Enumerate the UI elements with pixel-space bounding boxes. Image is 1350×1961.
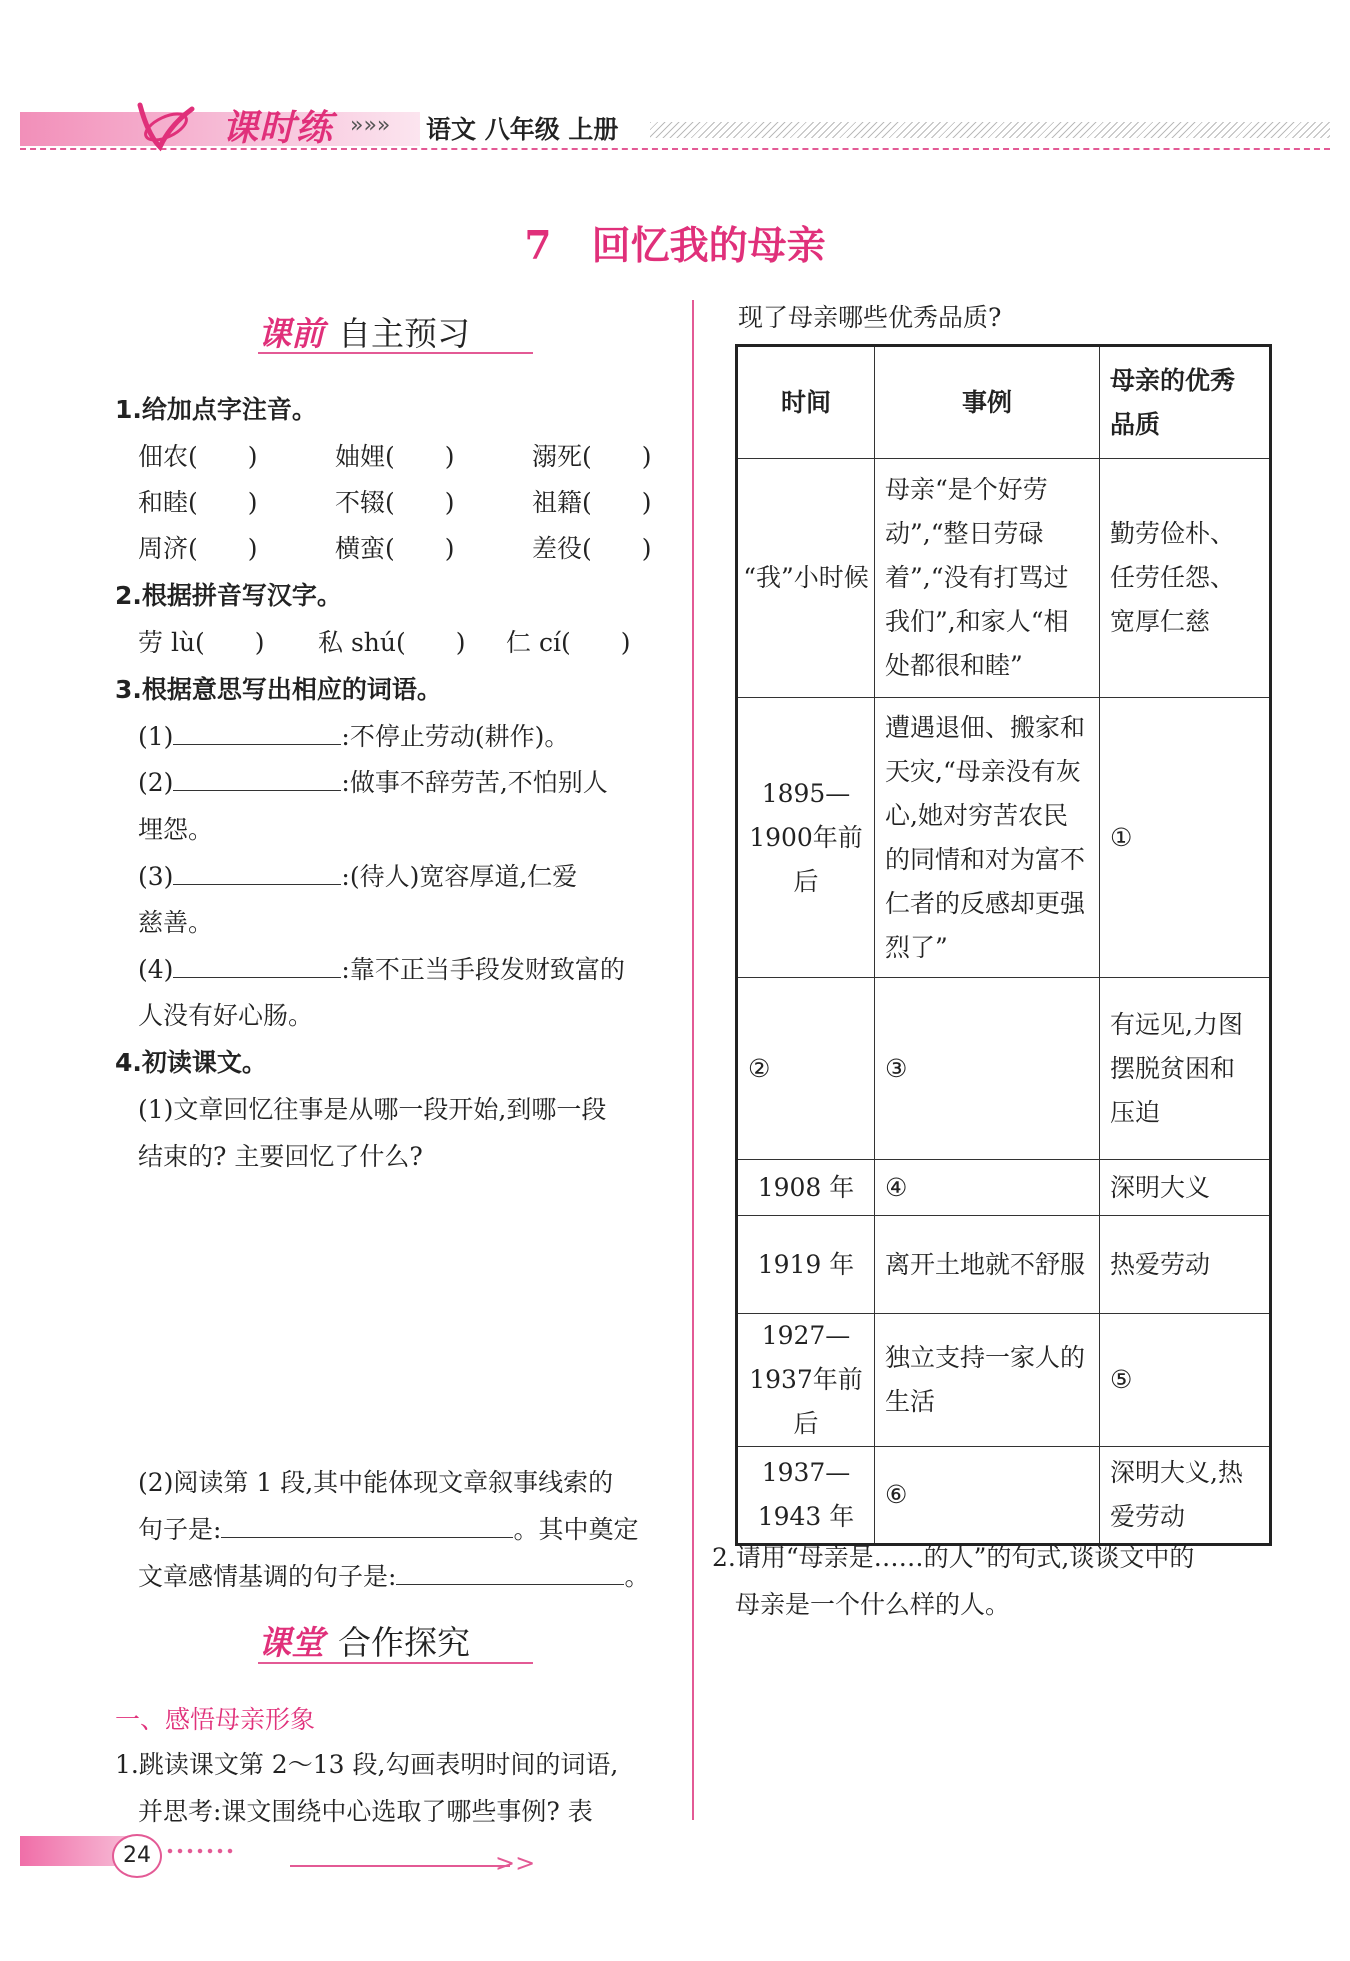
cell-time: 1895—1900年前后 bbox=[737, 698, 875, 978]
q1-item: 祖籍( ) bbox=[532, 488, 652, 517]
q3-label: 3.根据意思写出相应的词语。 bbox=[115, 675, 442, 704]
section-class-keyword: 课堂 bbox=[258, 1623, 324, 1662]
cell-event[interactable]: ③ bbox=[875, 978, 1100, 1160]
q2-label: 2.根据拼音写汉字。 bbox=[115, 581, 342, 610]
q2b-line1: 2.请用“母亲是……的人”的句式,谈谈文中的 bbox=[712, 1543, 1195, 1572]
header-dashed-line bbox=[20, 148, 1330, 150]
answer-blank[interactable] bbox=[396, 1562, 624, 1585]
mother-qualities-table bbox=[735, 344, 1272, 1546]
answer-blank[interactable] bbox=[173, 768, 341, 791]
table-row bbox=[737, 1160, 1271, 1216]
header-hatch bbox=[650, 122, 1330, 138]
answer-blank[interactable] bbox=[173, 955, 341, 978]
cell-quality: 热爱劳动 bbox=[1100, 1216, 1271, 1314]
lesson-number: 7 bbox=[524, 223, 552, 269]
cell-time[interactable]: ② bbox=[737, 978, 875, 1160]
section-preview-underline bbox=[258, 352, 533, 354]
q4-part2-line3: 文章感情基调的句子是: 。 bbox=[138, 1562, 650, 1591]
table-row bbox=[737, 1216, 1271, 1314]
cell-quality: 有远见,力图摆脱贫困和压迫 bbox=[1100, 978, 1271, 1160]
q1-item: 差役( ) bbox=[532, 534, 652, 563]
table-row bbox=[737, 459, 1271, 698]
part1-q1-line1: 1.跳读课文第 2～13 段,勾画表明时间的词语, bbox=[115, 1750, 619, 1779]
part1-q1-line3: 现了母亲哪些优秀品质? bbox=[738, 303, 1002, 332]
cell-time: 1908 年 bbox=[737, 1160, 875, 1216]
cell-event: 遭遇退佃、搬家和天灾,“母亲没有灰心,她对穷苦农民的同情和对为富不仁者的反感却更强烈了” bbox=[875, 698, 1100, 978]
table-row bbox=[737, 698, 1271, 978]
q3-item-2-cont: 埋怨。 bbox=[138, 815, 214, 844]
q1-label: 1.给加点字注音。 bbox=[115, 395, 317, 424]
header-event: 事例 bbox=[875, 346, 1100, 459]
q1-item: 溺死( ) bbox=[532, 442, 652, 471]
q3-item-2: (2) :做事不辞劳苦,不怕别人 bbox=[138, 768, 608, 797]
cell-quality[interactable]: ① bbox=[1100, 698, 1271, 978]
page-number: 24 bbox=[112, 1834, 162, 1878]
q1-item: 横蛮( ) bbox=[335, 534, 455, 563]
footer-dots bbox=[165, 1848, 235, 1854]
q3-item-1: (1) :不停止劳动(耕作)。 bbox=[138, 722, 570, 751]
q3-item-3-cont: 慈善。 bbox=[138, 908, 214, 937]
q4-part2-line2: 句子是: 。其中奠定 bbox=[138, 1515, 639, 1544]
cell-quality: 勤劳俭朴、任劳任怨、宽厚仁慈 bbox=[1100, 459, 1271, 698]
answer-blank[interactable] bbox=[221, 1515, 513, 1538]
cell-event: 离开土地就不舒服 bbox=[875, 1216, 1100, 1314]
part1-q1-line2: 并思考:课文围绕中心选取了哪些事例? 表 bbox=[138, 1797, 593, 1826]
q1-item: 和睦( ) bbox=[138, 488, 258, 517]
q3-item-3: (3) :(待人)宽容厚道,仁爱 bbox=[138, 862, 578, 891]
cell-event: 母亲“是个好劳动”,“整日劳碌着”,“没有打骂过我们”,和家人“相处都很和睦” bbox=[875, 459, 1100, 698]
cell-event[interactable]: ④ bbox=[875, 1160, 1100, 1216]
section-class-title: 合作探究 bbox=[338, 1623, 470, 1662]
column-divider bbox=[692, 300, 694, 1820]
answer-blank[interactable] bbox=[173, 722, 341, 745]
header-time: 时间 bbox=[737, 346, 875, 459]
cell-event: 独立支持一家人的生活 bbox=[875, 1314, 1100, 1447]
cell-quality: 深明大义 bbox=[1100, 1160, 1271, 1216]
q4-part1-line2: 结束的? 主要回忆了什么? bbox=[138, 1142, 423, 1171]
q4-label: 4.初读课文。 bbox=[115, 1048, 267, 1077]
section-class-underline bbox=[258, 1662, 533, 1664]
q1-item: 佃农( ) bbox=[138, 442, 258, 471]
q1-item: 周济( ) bbox=[138, 534, 258, 563]
table-row bbox=[737, 1447, 1271, 1545]
section-preview-keyword: 课前 bbox=[258, 314, 324, 353]
q2-item: 私 shú( ) bbox=[318, 628, 466, 657]
q1-item: 不辍( ) bbox=[335, 488, 455, 517]
footer-arrow-icon: >> bbox=[495, 1849, 536, 1877]
q3-item-4-cont: 人没有好心肠。 bbox=[138, 1001, 314, 1030]
cell-quality[interactable]: ⑤ bbox=[1100, 1314, 1271, 1447]
q4-part2-line1: (2)阅读第 1 段,其中能体现文章叙事线索的 bbox=[138, 1468, 614, 1497]
table-row bbox=[737, 1314, 1271, 1447]
q4-part1-line1: (1)文章回忆往事是从哪一段开始,到哪一段 bbox=[138, 1095, 607, 1124]
part1-heading: 一、感悟母亲形象 bbox=[115, 1705, 316, 1734]
cell-time: “我”小时候 bbox=[737, 459, 875, 698]
section-preview-title: 自主预习 bbox=[338, 314, 470, 353]
cell-time: 1919 年 bbox=[737, 1216, 875, 1314]
page-title bbox=[0, 215, 1350, 271]
pencil-logo-icon bbox=[130, 95, 200, 155]
header-arrows: »»» bbox=[350, 113, 391, 138]
q1-item: 妯娌( ) bbox=[335, 442, 455, 471]
table-row bbox=[737, 978, 1271, 1160]
q2-item: 劳 lù( ) bbox=[138, 628, 265, 657]
footer-line bbox=[290, 1865, 510, 1867]
cell-event[interactable]: ⑥ bbox=[875, 1447, 1100, 1545]
q2b-line2: 母亲是一个什么样的人。 bbox=[735, 1590, 1011, 1619]
cell-quality: 深明大义,热爱劳动 bbox=[1100, 1447, 1271, 1545]
q3-item-4: (4) :靠不正当手段发财致富的 bbox=[138, 955, 625, 984]
table-header-row bbox=[737, 346, 1271, 459]
subject-label: 语文 八年级 上册 bbox=[420, 110, 624, 146]
lesson-title: 回忆我的母亲 bbox=[591, 223, 826, 269]
section-class-heading bbox=[258, 1617, 470, 1664]
q2-item: 仁 cí( ) bbox=[506, 628, 631, 657]
section-preview-heading bbox=[258, 308, 470, 355]
cell-time: 1927—1937年前后 bbox=[737, 1314, 875, 1447]
brand-title: 课时练 bbox=[222, 108, 334, 149]
header-quality: 母亲的优秀品质 bbox=[1100, 346, 1271, 459]
cell-time: 1937—1943 年 bbox=[737, 1447, 875, 1545]
answer-blank[interactable] bbox=[173, 862, 341, 885]
